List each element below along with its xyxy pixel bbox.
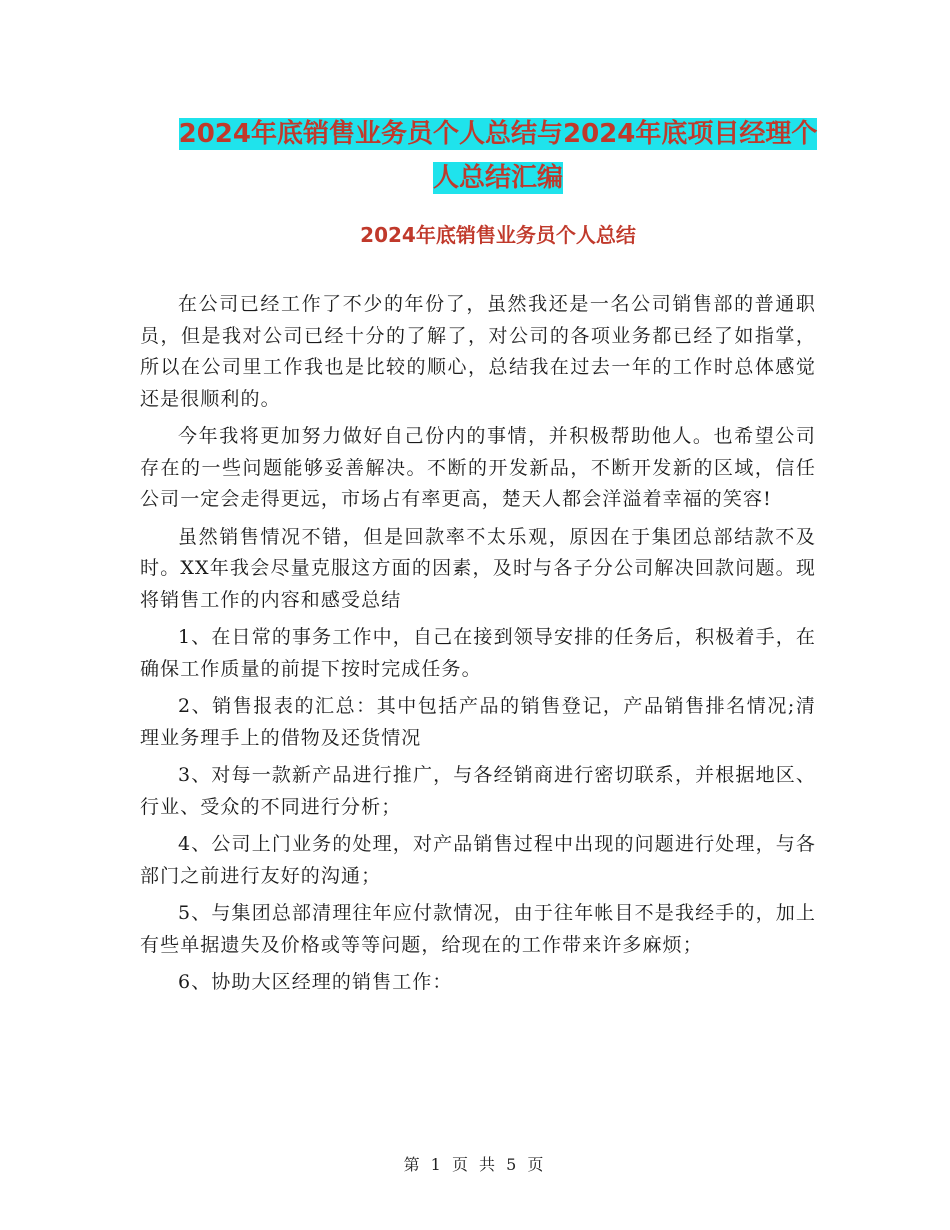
document-title-line1: 2024年底销售业务员个人总结与2024年底项目经理个	[178, 119, 818, 149]
list-item-6: 6、协助大区经理的销售工作：	[178, 971, 453, 993]
section-title: 2024年底销售业务员个人总结	[360, 223, 636, 247]
page-footer: 第 1 页 共 5 页	[403, 1155, 547, 1174]
list-item-5: 5、与集团总部清理往年应付款情况，由于往年帐目不是我经手的，加上有些单据遗失及价格或等等问题，给现在的工作带来许多麻烦；	[140, 902, 816, 956]
paragraph-1: 在公司已经工作了不少的年份了，虽然我还是一名公司销售部的普通职员，但是我对公司已经十分的了解了，对公司的各项业务都已经了如指掌，所以在公司里工作我也是比较的顺心，总结我在过去一年的工作时总体感觉还是很顺利的。	[140, 293, 816, 410]
list-item-1: 1、在日常的事务工作中，自己在接到领导安排的任务后，积极着手，在确保工作质量的前提下按时完成任务。	[140, 626, 816, 680]
document-title	[140, 112, 856, 200]
document-title-line2: 人总结汇编	[432, 163, 563, 193]
list-item-4: 4、公司上门业务的处理，对产品销售过程中出现的问题进行处理，与各部门之前进行友好的沟通；	[140, 833, 816, 887]
paragraph-3: 虽然销售情况不错，但是回款率不太乐观，原因在于集团总部结款不及时。XX年我会尽量克服这方面的因素，及时与各子分公司解决回款问题。现将销售工作的内容和感受总结	[140, 525, 816, 611]
paragraph-2: 今年我将更加努力做好自己份内的事情，并积极帮助他人。也希望公司存在的一些问题能够妥善解决。不断的开发新品，不断开发新的区域，信任公司一定会走得更远，市场占有率更高，楚天人都会洋溢着幸福的笑容!	[140, 425, 816, 510]
document-body	[140, 289, 816, 1005]
list-item-3: 3、对每一款新产品进行推广，与各经销商进行密切联系，并根据地区、行业、受众的不同进行分析；	[140, 764, 816, 818]
list-item-2: 2、销售报表的汇总：其中包括产品的销售登记，产品销售排名情况;清理业务理手上的借物及还货情况	[140, 695, 816, 749]
